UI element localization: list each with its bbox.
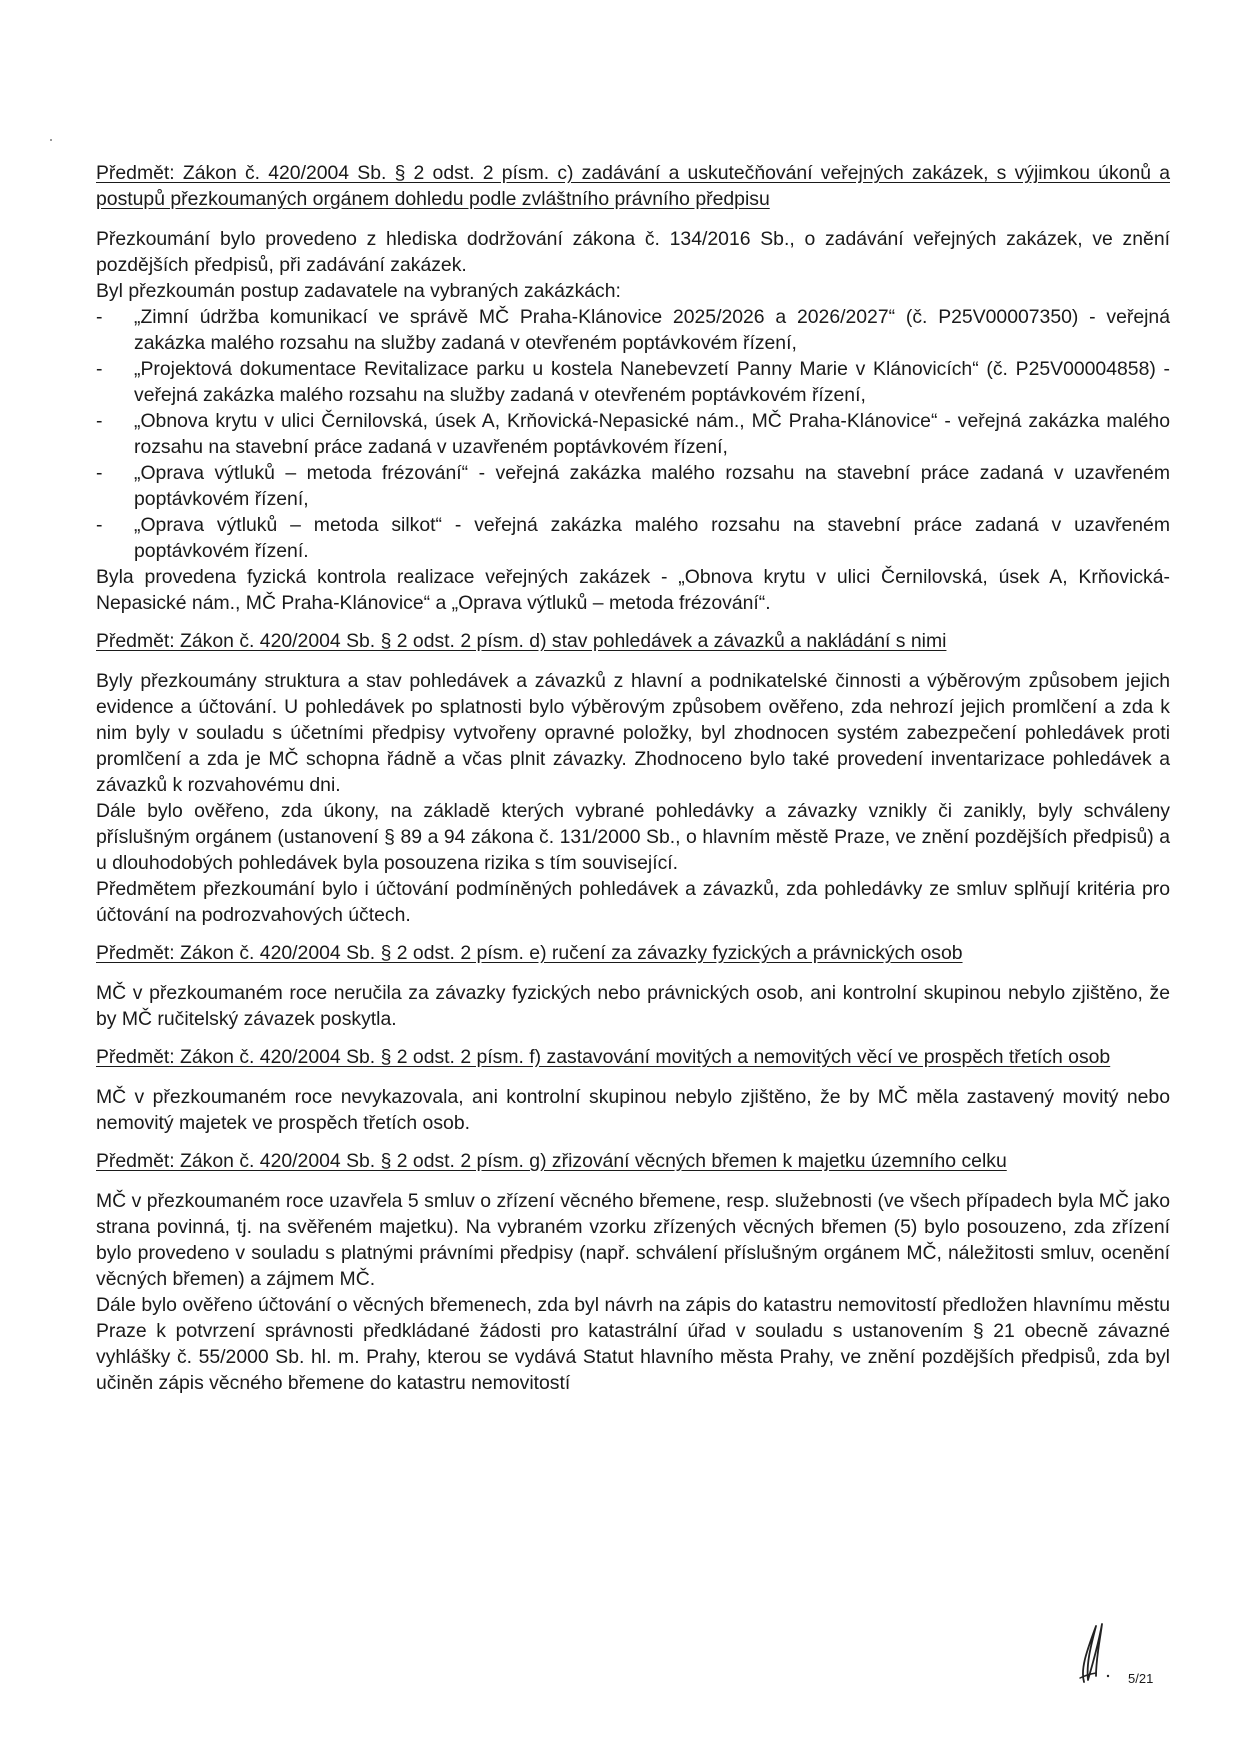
handwritten-initials [1062,1618,1122,1688]
page-number: 5/21 [1128,1671,1154,1686]
paragraph: Dále bylo ověřeno, zda úkony, na základě kterých vybrané pohledávky a závazky vznikly či zanikly, byly schváleny příslušným orgánem (ustanovení § 89 a 94 zákona č. 131/2000 Sb., o hlavním městě Praze, ve znění pozdějších předpisů) a u dlouhodobých pohledávek byla posouzena rizika s tím související. [96,800,1170,874]
document-page [96,160,1170,1396]
section-spacer [96,928,1170,940]
section-spacer [96,616,1170,628]
section-heading: Předmět: Zákon č. 420/2004 Sb. § 2 odst. 2 písm. f) zastavování movitých a nemovitých věcí ve prospěch třetích osob [96,1046,1111,1068]
list-bullet: - [96,514,103,536]
paragraph: MČ v přezkoumaném roce uzavřela 5 smluv o zřízení věcného břemene, resp. služebnosti (ve všech případech byla MČ jako strana povinná, tj. na svěřeném majetku). Na vybraném vzorku zřízených věcných břemen (5) bylo posouzeno, zda zřízení bylo provedeno v souladu s platnými právními předpisy (např. schválení příslušným orgánem MČ, náležitosti smluv, ocenění věcných břemen) a zájmem MČ. [96,1190,1170,1290]
paragraph: Dále bylo ověřeno účtování o věcných břemenech, zda byl návrh na zápis do katastru nemovitostí předložen hlavnímu městu Praze k potvrzení správnosti předkládané žádosti pro katastrální úřad v souladu s ustanovením § 21 obecně závazné vyhlášky č. 55/2000 Sb. hl. m. Prahy, kterou se vydává Statut hlavního města Prahy, ve znění pozdějších předpisů, zda byl učiněn zápis věcného břemene do katastru nemovitostí [96,1294,1170,1394]
list-item-text: „Zimní údržba komunikací ve správě MČ Praha-Klánovice 2025/2026 a 2026/2027“ (č. P25V00007350) - veřejná zakázka malého rozsahu na služby zadaná v otevřeném poptávkovém řízení, [134,306,1170,354]
section-c [96,160,1170,616]
section-spacer [96,1032,1170,1044]
paragraph: Předmětem přezkoumání bylo i účtování podmíněných pohledávek a závazků, zda pohledávky ze smluv splňují kritéria pro účtování na podrozvahových účtech. [96,878,1170,926]
list-bullet: - [96,410,103,432]
scan-speck [50,139,52,141]
section-e [96,940,1170,1032]
list-item [96,460,1170,512]
list-item [96,512,1170,564]
paragraph: Byly přezkoumány struktura a stav pohledávek a závazků z hlavní a podnikatelské činnosti a výběrovým způsobem jejich evidence a účtování. U pohledávek po splatnosti bylo výběrovým způsobem ověřeno, zda nehrozí jejich promlčení a zda k nim byly v souladu s účetními předpisy vytvořeny opravné položky, byl zhodnocen systém zabezpečení pohledávek proti promlčení a zda je MČ schopna řádně a včas plnit závazky. Zhodnoceno bylo také provedení inventarizace pohledávek a závazků k rozvahovému dni. [96,670,1170,796]
list-item-text: „Oprava výtluků – metoda frézování“ - veřejná zakázka malého rozsahu na stavební práce zadaná v uzavřeném poptávkovém řízení, [134,462,1170,510]
section-heading: Předmět: Zákon č. 420/2004 Sb. § 2 odst. 2 písm. d) stav pohledávek a závazků a nakládání s nimi [96,630,947,652]
list-bullet: - [96,358,103,380]
section-heading: Předmět: Zákon č. 420/2004 Sb. § 2 odst. 2 písm. c) zadávání a uskutečňování veřejných zakázek, s výjimkou úkonů a postupů přezkoumaných orgánem dohledu podle zvláštního právního předpisu [96,162,1170,210]
paragraph: MČ v přezkoumaném roce neručila za závazky fyzických nebo právnických osob, ani kontrolní skupinou nebylo zjištěno, že by MČ ručitelský závazek poskytla. [96,982,1170,1030]
section-f [96,1044,1170,1136]
section-heading: Předmět: Zákon č. 420/2004 Sb. § 2 odst. 2 písm. e) ručení za závazky fyzických a právnických osob [96,942,963,964]
paragraph: Byla provedena fyzická kontrola realizace veřejných zakázek - „Obnova krytu v ulici Černilovská, úsek A, Krňovická-Nepasické nám., MČ Praha-Klánovice“ a „Oprava výtluků – metoda frézování“. [96,566,1170,614]
contract-list [96,304,1170,564]
paragraph: Přezkoumání bylo provedeno z hlediska dodržování zákona č. 134/2016 Sb., o zadávání veřejných zakázek, ve znění pozdějších předpisů, při zadávání zakázek. [96,228,1170,276]
paragraph: Byl přezkoumán postup zadavatele na vybraných zakázkách: [96,280,621,302]
section-heading: Předmět: Zákon č. 420/2004 Sb. § 2 odst. 2 písm. g) zřizování věcných břemen k majetku územního celku [96,1150,1007,1172]
list-item [96,356,1170,408]
list-bullet: - [96,306,103,328]
list-item-text: „Obnova krytu v ulici Černilovská, úsek A, Krňovická-Nepasické nám., MČ Praha-Klánovice“ - veřejná zakázka malého rozsahu na stavební práce zadaná v uzavřeném poptávkovém řízení, [134,410,1170,458]
list-item-text: „Projektová dokumentace Revitalizace parku u kostela Nanebevzetí Panny Marie v Klánovicích“ (č. P25V00004858) - veřejná zakázka malého rozsahu na služby zadaná v otevřeném poptávkovém řízení, [134,358,1170,406]
paragraph: MČ v přezkoumaném roce nevykazovala, ani kontrolní skupinou nebylo zjištěno, že by MČ měla zastavený movitý nebo nemovitý majetek ve prospěch třetích osob. [96,1086,1170,1134]
list-item-text: „Oprava výtluků – metoda silkot“ - veřejná zakázka malého rozsahu na stavební práce zadaná v uzavřeném poptávkovém řízení. [134,514,1170,562]
list-item [96,408,1170,460]
section-spacer [96,1136,1170,1148]
section-d [96,628,1170,928]
list-bullet: - [96,462,103,484]
section-g [96,1148,1170,1396]
list-item [96,304,1170,356]
